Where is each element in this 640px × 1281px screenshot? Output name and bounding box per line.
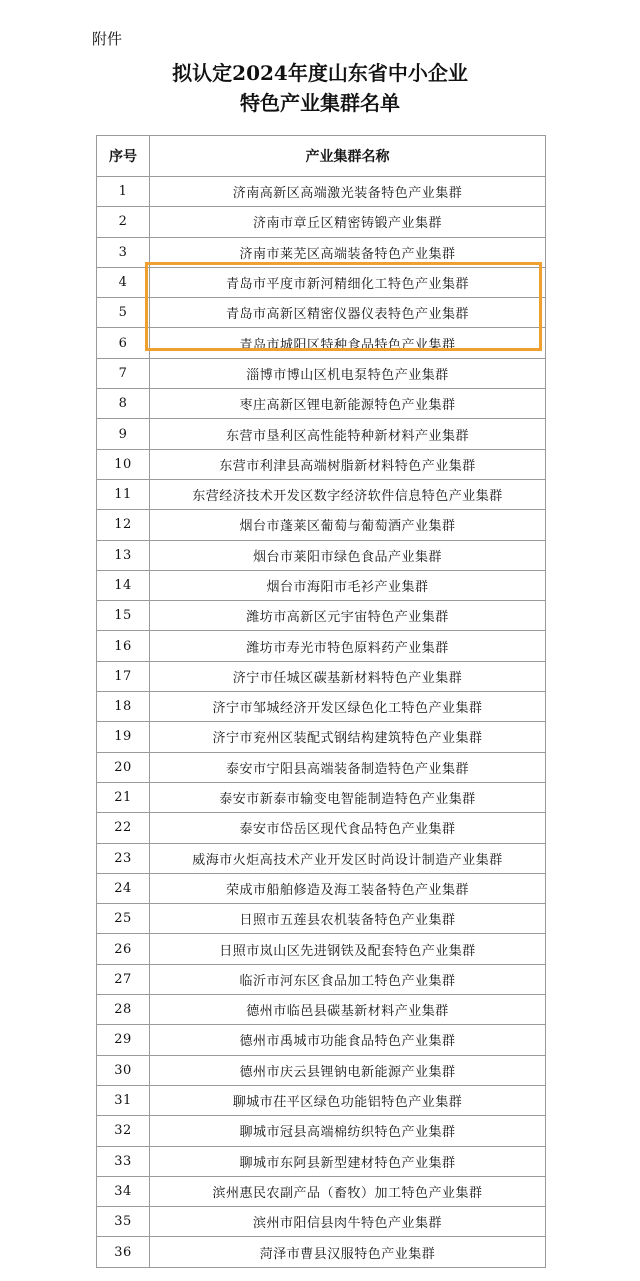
- row-cluster-name: 德州市临邑县碳基新材料产业集群: [150, 995, 546, 1025]
- row-index: 26: [97, 934, 150, 964]
- cluster-list-table: [96, 135, 546, 1268]
- row-cluster-name: 青岛市高新区精密仪器仪表特色产业集群: [150, 298, 546, 328]
- row-cluster-name: 聊城市冠县高端棉纺织特色产业集群: [150, 1116, 546, 1146]
- table-row: [97, 1237, 546, 1267]
- attachment-label: 附件: [92, 30, 123, 48]
- document-title: [0, 58, 640, 118]
- row-index: 9: [97, 419, 150, 449]
- row-index: 34: [97, 1176, 150, 1206]
- row-cluster-name: 东营市利津县高端树脂新材料特色产业集群: [150, 449, 546, 479]
- table-row: [97, 1176, 546, 1206]
- row-cluster-name: 菏泽市曹县汉服特色产业集群: [150, 1237, 546, 1267]
- row-index: 14: [97, 570, 150, 600]
- row-index: 1: [97, 177, 150, 207]
- row-index: 3: [97, 237, 150, 267]
- table-row: [97, 570, 546, 600]
- row-index: 10: [97, 449, 150, 479]
- table-row: [97, 1116, 546, 1146]
- row-cluster-name: 德州市庆云县锂钠电新能源产业集群: [150, 1055, 546, 1085]
- row-index: 33: [97, 1146, 150, 1176]
- row-index: 12: [97, 510, 150, 540]
- header-index: 序号: [97, 136, 150, 177]
- row-cluster-name: 滨州惠民农副产品（畜牧）加工特色产业集群: [150, 1176, 546, 1206]
- table-row: [97, 389, 546, 419]
- table-row: [97, 419, 546, 449]
- row-index: 28: [97, 995, 150, 1025]
- row-cluster-name: 滨州市阳信县肉牛特色产业集群: [150, 1207, 546, 1237]
- row-index: 16: [97, 631, 150, 661]
- table-row: [97, 479, 546, 509]
- table-row: [97, 843, 546, 873]
- row-cluster-name: 青岛市城阳区特种食品特色产业集群: [150, 328, 546, 358]
- table-row: [97, 449, 546, 479]
- table-row: [97, 813, 546, 843]
- row-cluster-name: 泰安市新泰市输变电智能制造特色产业集群: [150, 782, 546, 812]
- row-cluster-name: 济南市章丘区精密铸锻产业集群: [150, 207, 546, 237]
- row-index: 30: [97, 1055, 150, 1085]
- row-cluster-name: 济宁市邹城经济开发区绿色化工特色产业集群: [150, 692, 546, 722]
- table-row: [97, 540, 546, 570]
- table-row: [97, 964, 546, 994]
- table-row: [97, 177, 546, 207]
- table-row: [97, 298, 546, 328]
- table-row: [97, 782, 546, 812]
- table-row: [97, 328, 546, 358]
- row-index: 17: [97, 661, 150, 691]
- row-cluster-name: 德州市禹城市功能食品特色产业集群: [150, 1025, 546, 1055]
- row-cluster-name: 济宁市任城区碳基新材料特色产业集群: [150, 661, 546, 691]
- row-index: 29: [97, 1025, 150, 1055]
- row-cluster-name: 济南高新区高端激光装备特色产业集群: [150, 177, 546, 207]
- row-index: 31: [97, 1085, 150, 1115]
- table-row: [97, 1207, 546, 1237]
- row-index: 19: [97, 722, 150, 752]
- row-index: 15: [97, 601, 150, 631]
- header-cluster-name: 产业集群名称: [150, 136, 546, 177]
- title-line-2: 特色产业集群名单: [240, 91, 400, 115]
- table-row: [97, 722, 546, 752]
- row-index: 8: [97, 389, 150, 419]
- row-cluster-name: 泰安市宁阳县高端装备制造特色产业集群: [150, 752, 546, 782]
- title-line-1: 拟认定2024年度山东省中小企业: [172, 61, 468, 85]
- row-cluster-name: 临沂市河东区食品加工特色产业集群: [150, 964, 546, 994]
- row-index: 35: [97, 1207, 150, 1237]
- row-cluster-name: 荣成市船舶修造及海工装备特色产业集群: [150, 873, 546, 903]
- row-index: 25: [97, 904, 150, 934]
- row-cluster-name: 淄博市博山区机电泵特色产业集群: [150, 358, 546, 388]
- table-row: [97, 934, 546, 964]
- table-row: [97, 1025, 546, 1055]
- row-index: 13: [97, 540, 150, 570]
- table-header-row: [97, 136, 546, 177]
- row-cluster-name: 烟台市蓬莱区葡萄与葡萄酒产业集群: [150, 510, 546, 540]
- table-row: [97, 631, 546, 661]
- row-cluster-name: 济南市莱芜区高端装备特色产业集群: [150, 237, 546, 267]
- row-index: 7: [97, 358, 150, 388]
- row-cluster-name: 泰安市岱岳区现代食品特色产业集群: [150, 813, 546, 843]
- table-row: [97, 1085, 546, 1115]
- row-cluster-name: 潍坊市寿光市特色原料药产业集群: [150, 631, 546, 661]
- table-row: [97, 207, 546, 237]
- row-index: 6: [97, 328, 150, 358]
- row-index: 5: [97, 298, 150, 328]
- row-index: 23: [97, 843, 150, 873]
- table-row: [97, 995, 546, 1025]
- row-cluster-name: 日照市岚山区先进钢铁及配套特色产业集群: [150, 934, 546, 964]
- row-index: 36: [97, 1237, 150, 1267]
- table-row: [97, 237, 546, 267]
- table-row: [97, 1055, 546, 1085]
- row-cluster-name: 济宁市兖州区装配式钢结构建筑特色产业集群: [150, 722, 546, 752]
- row-cluster-name: 潍坊市高新区元宇宙特色产业集群: [150, 601, 546, 631]
- table-row: [97, 752, 546, 782]
- table-row: [97, 873, 546, 903]
- row-cluster-name: 聊城市东阿县新型建材特色产业集群: [150, 1146, 546, 1176]
- table-row: [97, 267, 546, 297]
- row-index: 20: [97, 752, 150, 782]
- table-row: [97, 601, 546, 631]
- table-row: [97, 692, 546, 722]
- row-index: 27: [97, 964, 150, 994]
- row-cluster-name: 烟台市莱阳市绿色食品产业集群: [150, 540, 546, 570]
- row-index: 4: [97, 267, 150, 297]
- table-row: [97, 661, 546, 691]
- row-cluster-name: 烟台市海阳市毛衫产业集群: [150, 570, 546, 600]
- table-row: [97, 510, 546, 540]
- row-index: 11: [97, 479, 150, 509]
- row-index: 32: [97, 1116, 150, 1146]
- row-index: 21: [97, 782, 150, 812]
- table-row: [97, 358, 546, 388]
- row-cluster-name: 威海市火炬高技术产业开发区时尚设计制造产业集群: [150, 843, 546, 873]
- row-cluster-name: 青岛市平度市新河精细化工特色产业集群: [150, 267, 546, 297]
- row-cluster-name: 东营经济技术开发区数字经济软件信息特色产业集群: [150, 479, 546, 509]
- row-cluster-name: 日照市五莲县农机装备特色产业集群: [150, 904, 546, 934]
- table-row: [97, 1146, 546, 1176]
- row-index: 24: [97, 873, 150, 903]
- table-row: [97, 904, 546, 934]
- row-cluster-name: 东营市垦利区高性能特种新材料产业集群: [150, 419, 546, 449]
- row-index: 22: [97, 813, 150, 843]
- table-body: [97, 177, 546, 1268]
- row-cluster-name: 聊城市茌平区绿色功能铝特色产业集群: [150, 1085, 546, 1115]
- row-index: 2: [97, 207, 150, 237]
- row-index: 18: [97, 692, 150, 722]
- row-cluster-name: 枣庄高新区锂电新能源特色产业集群: [150, 389, 546, 419]
